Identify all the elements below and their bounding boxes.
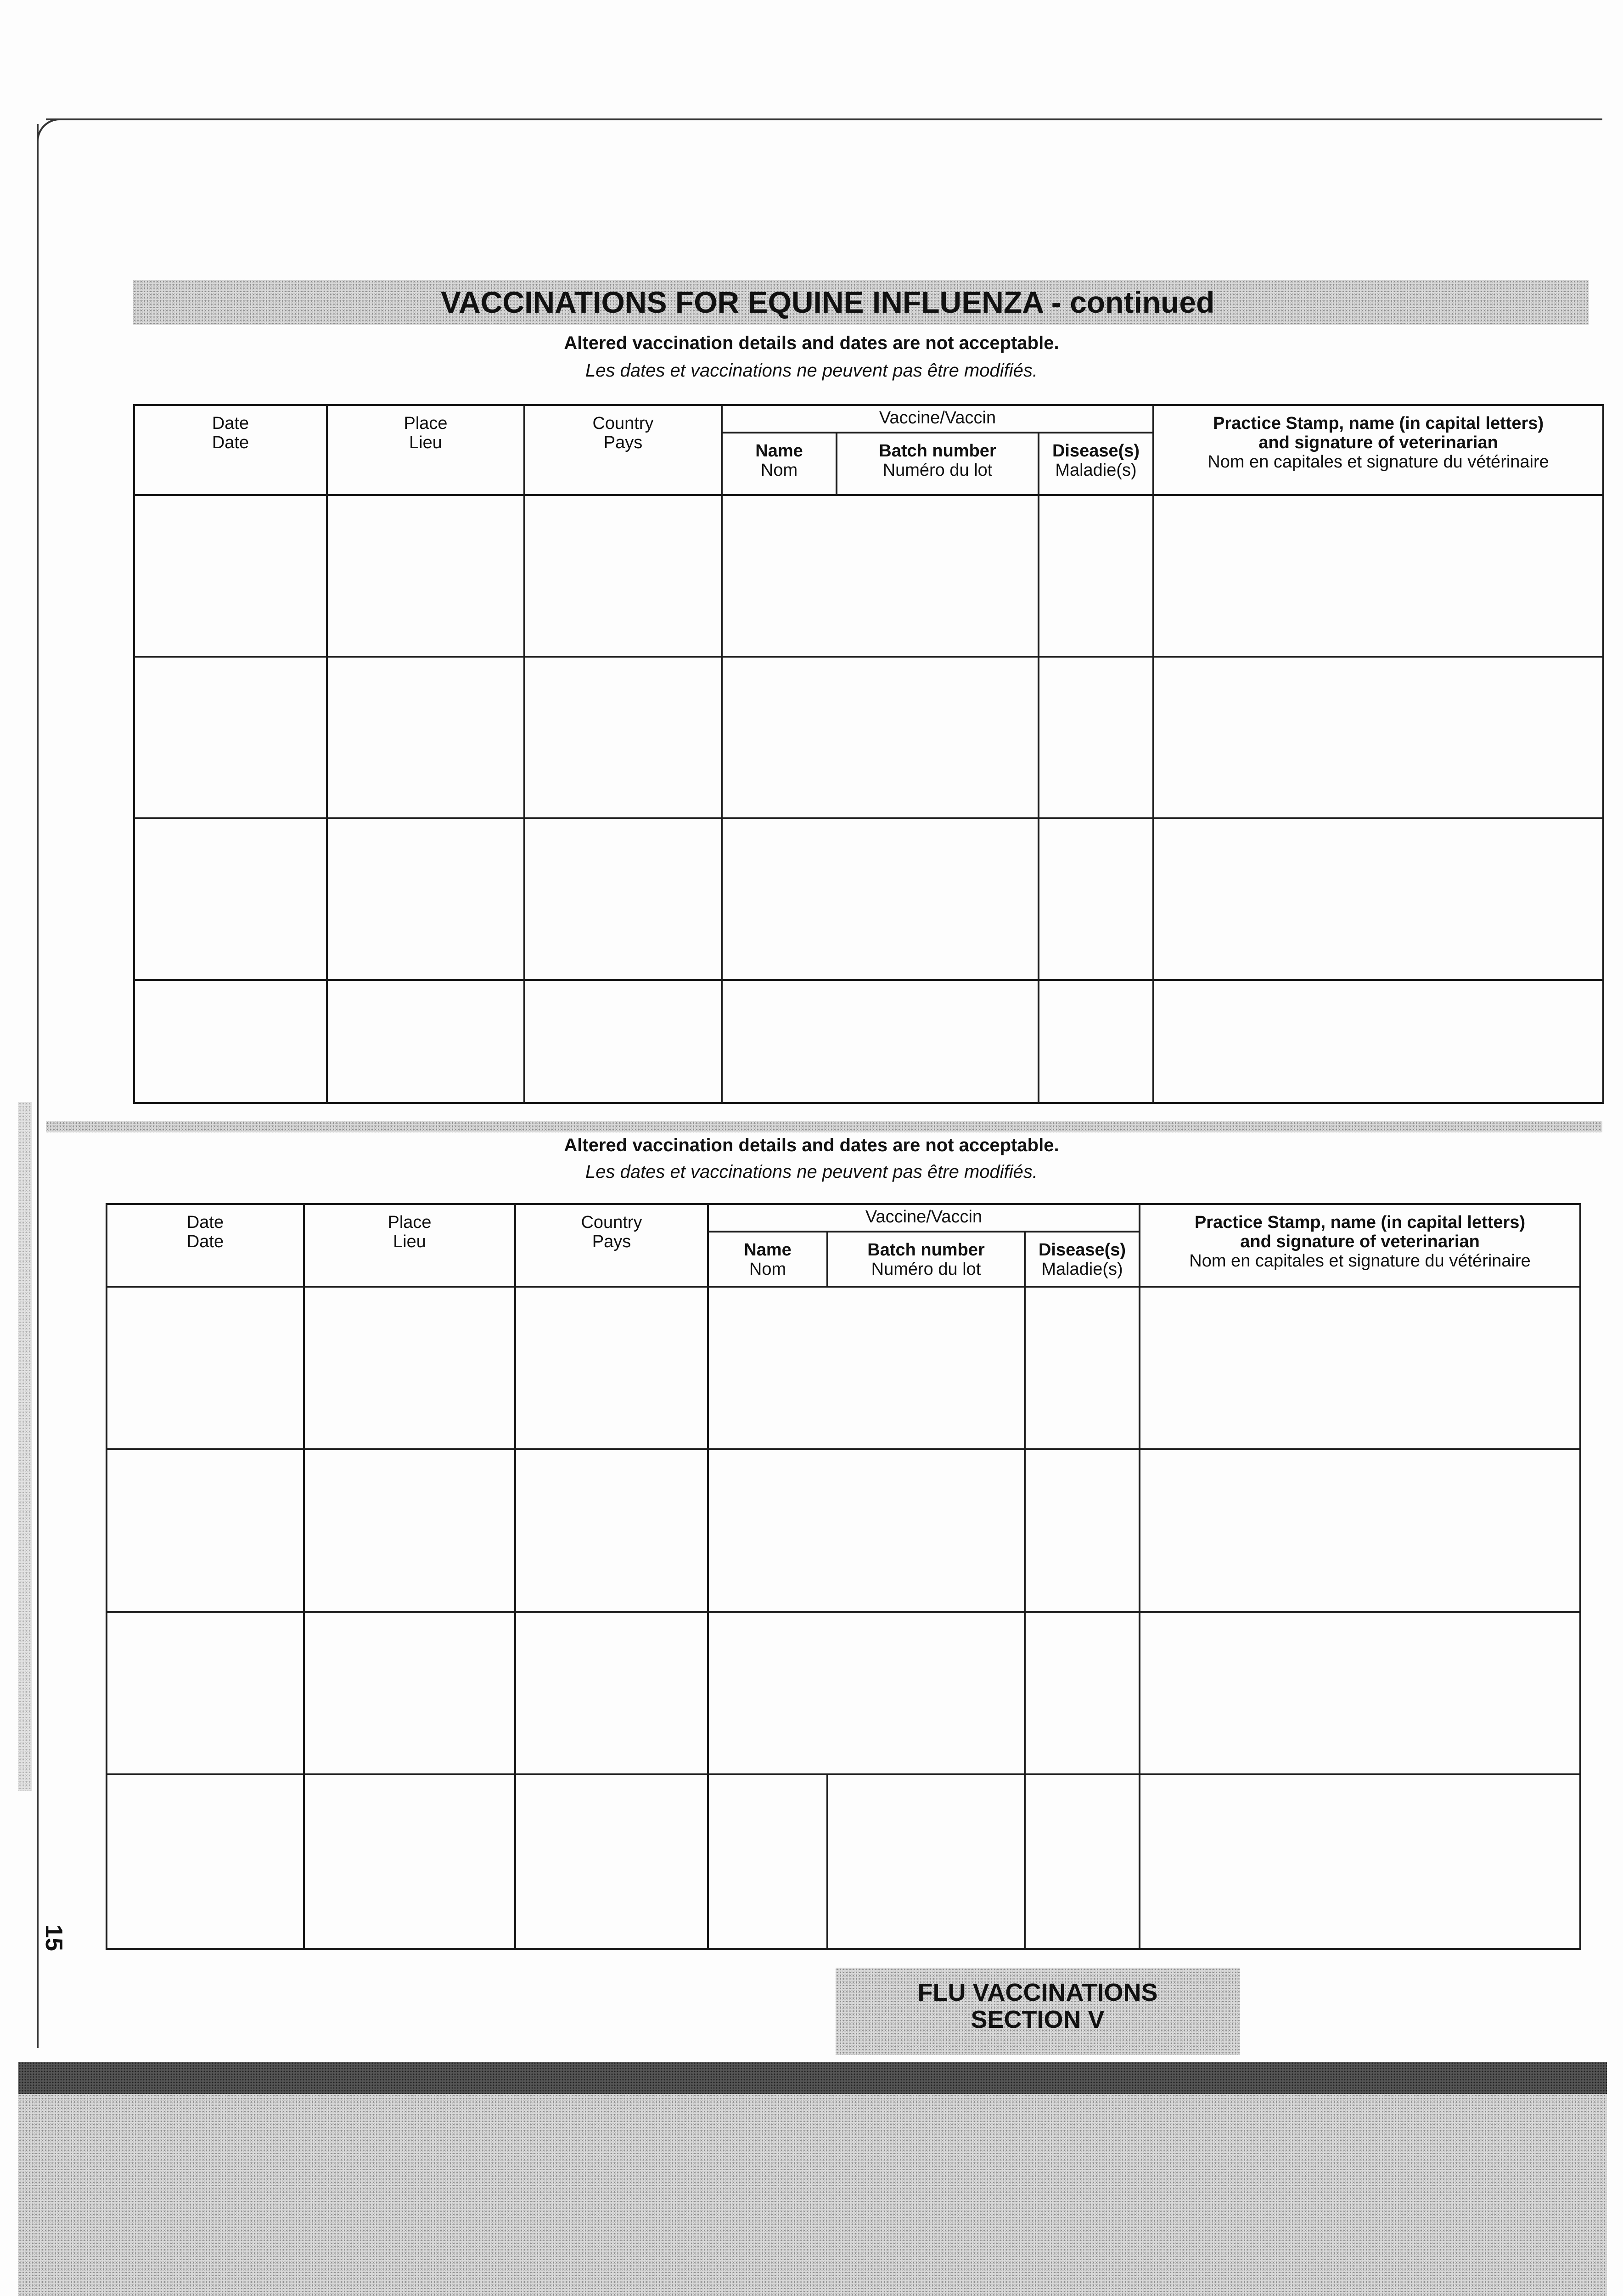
col-header-country: Country Pays: [515, 1204, 708, 1287]
page-frame-left: [37, 124, 39, 2048]
section-label-line-2: SECTION V: [971, 2006, 1105, 2034]
col-header-place: Place Lieu: [304, 1204, 515, 1287]
notice-french: Les dates et vaccinations ne peuvent pas être modifiés.: [585, 360, 1038, 381]
page-number: 15: [40, 1925, 67, 1951]
notice-english: Altered vaccination details and dates are not acceptable.: [564, 333, 1059, 353]
col-header-date: Date Date: [134, 405, 327, 495]
notice-english-2: Altered vaccination details and dates are not acceptable.: [564, 1135, 1059, 1155]
table-row: [134, 818, 1603, 980]
col-header-vaccine: Vaccine/Vaccin: [708, 1204, 1140, 1232]
vaccination-table-1: [133, 404, 1604, 1104]
table-row-empty: [107, 1774, 1580, 1949]
col-header-name: Name Nom: [708, 1232, 827, 1287]
col-header-stamp: Practice Stamp, name (in capital letters) and signature of veterinarian Nom en capitales et signature du vétérinaire: [1140, 1204, 1580, 1287]
table-row: [107, 1287, 1580, 1449]
table-row: [134, 495, 1603, 657]
col-header-batch: Batch number Numéro du lot: [837, 433, 1039, 495]
bottom-dark-strip: [18, 2062, 1607, 2094]
vaccination-table-2: [106, 1203, 1581, 1950]
table-row: [107, 1612, 1580, 1774]
table-row: [107, 1449, 1580, 1612]
col-header-disease: Disease(s) Maladie(s): [1025, 1232, 1140, 1287]
left-edge-shading: [18, 1102, 32, 1791]
col-header-name: Name Nom: [722, 433, 837, 495]
page-title: VACCINATIONS FOR EQUINE INFLUENZA - continued: [441, 285, 1215, 319]
page-frame-top: [46, 118, 1602, 120]
divider-band: [46, 1121, 1602, 1132]
section-label-line-1: FLU VACCINATIONS: [917, 1979, 1158, 2006]
col-header-disease: Disease(s) Maladie(s): [1039, 433, 1153, 495]
notice-french-2: Les dates et vaccinations ne peuvent pas être modifiés.: [585, 1162, 1038, 1182]
col-header-country: Country Pays: [524, 405, 722, 495]
col-header-date: Date Date: [107, 1204, 304, 1287]
table-row: [134, 980, 1603, 1103]
col-header-vaccine: Vaccine/Vaccin: [722, 405, 1153, 433]
col-header-place: Place Lieu: [327, 405, 524, 495]
col-header-batch: Batch number Numéro du lot: [827, 1232, 1025, 1287]
bottom-shaded-band: [18, 2094, 1607, 2296]
table-row: [134, 657, 1603, 818]
section-label: [836, 1979, 1240, 2034]
col-header-stamp: Practice Stamp, name (in capital letters) and signature of veterinarian Nom en capitales et signature du vétérinaire: [1153, 405, 1603, 495]
page-frame-corner: [37, 118, 66, 148]
